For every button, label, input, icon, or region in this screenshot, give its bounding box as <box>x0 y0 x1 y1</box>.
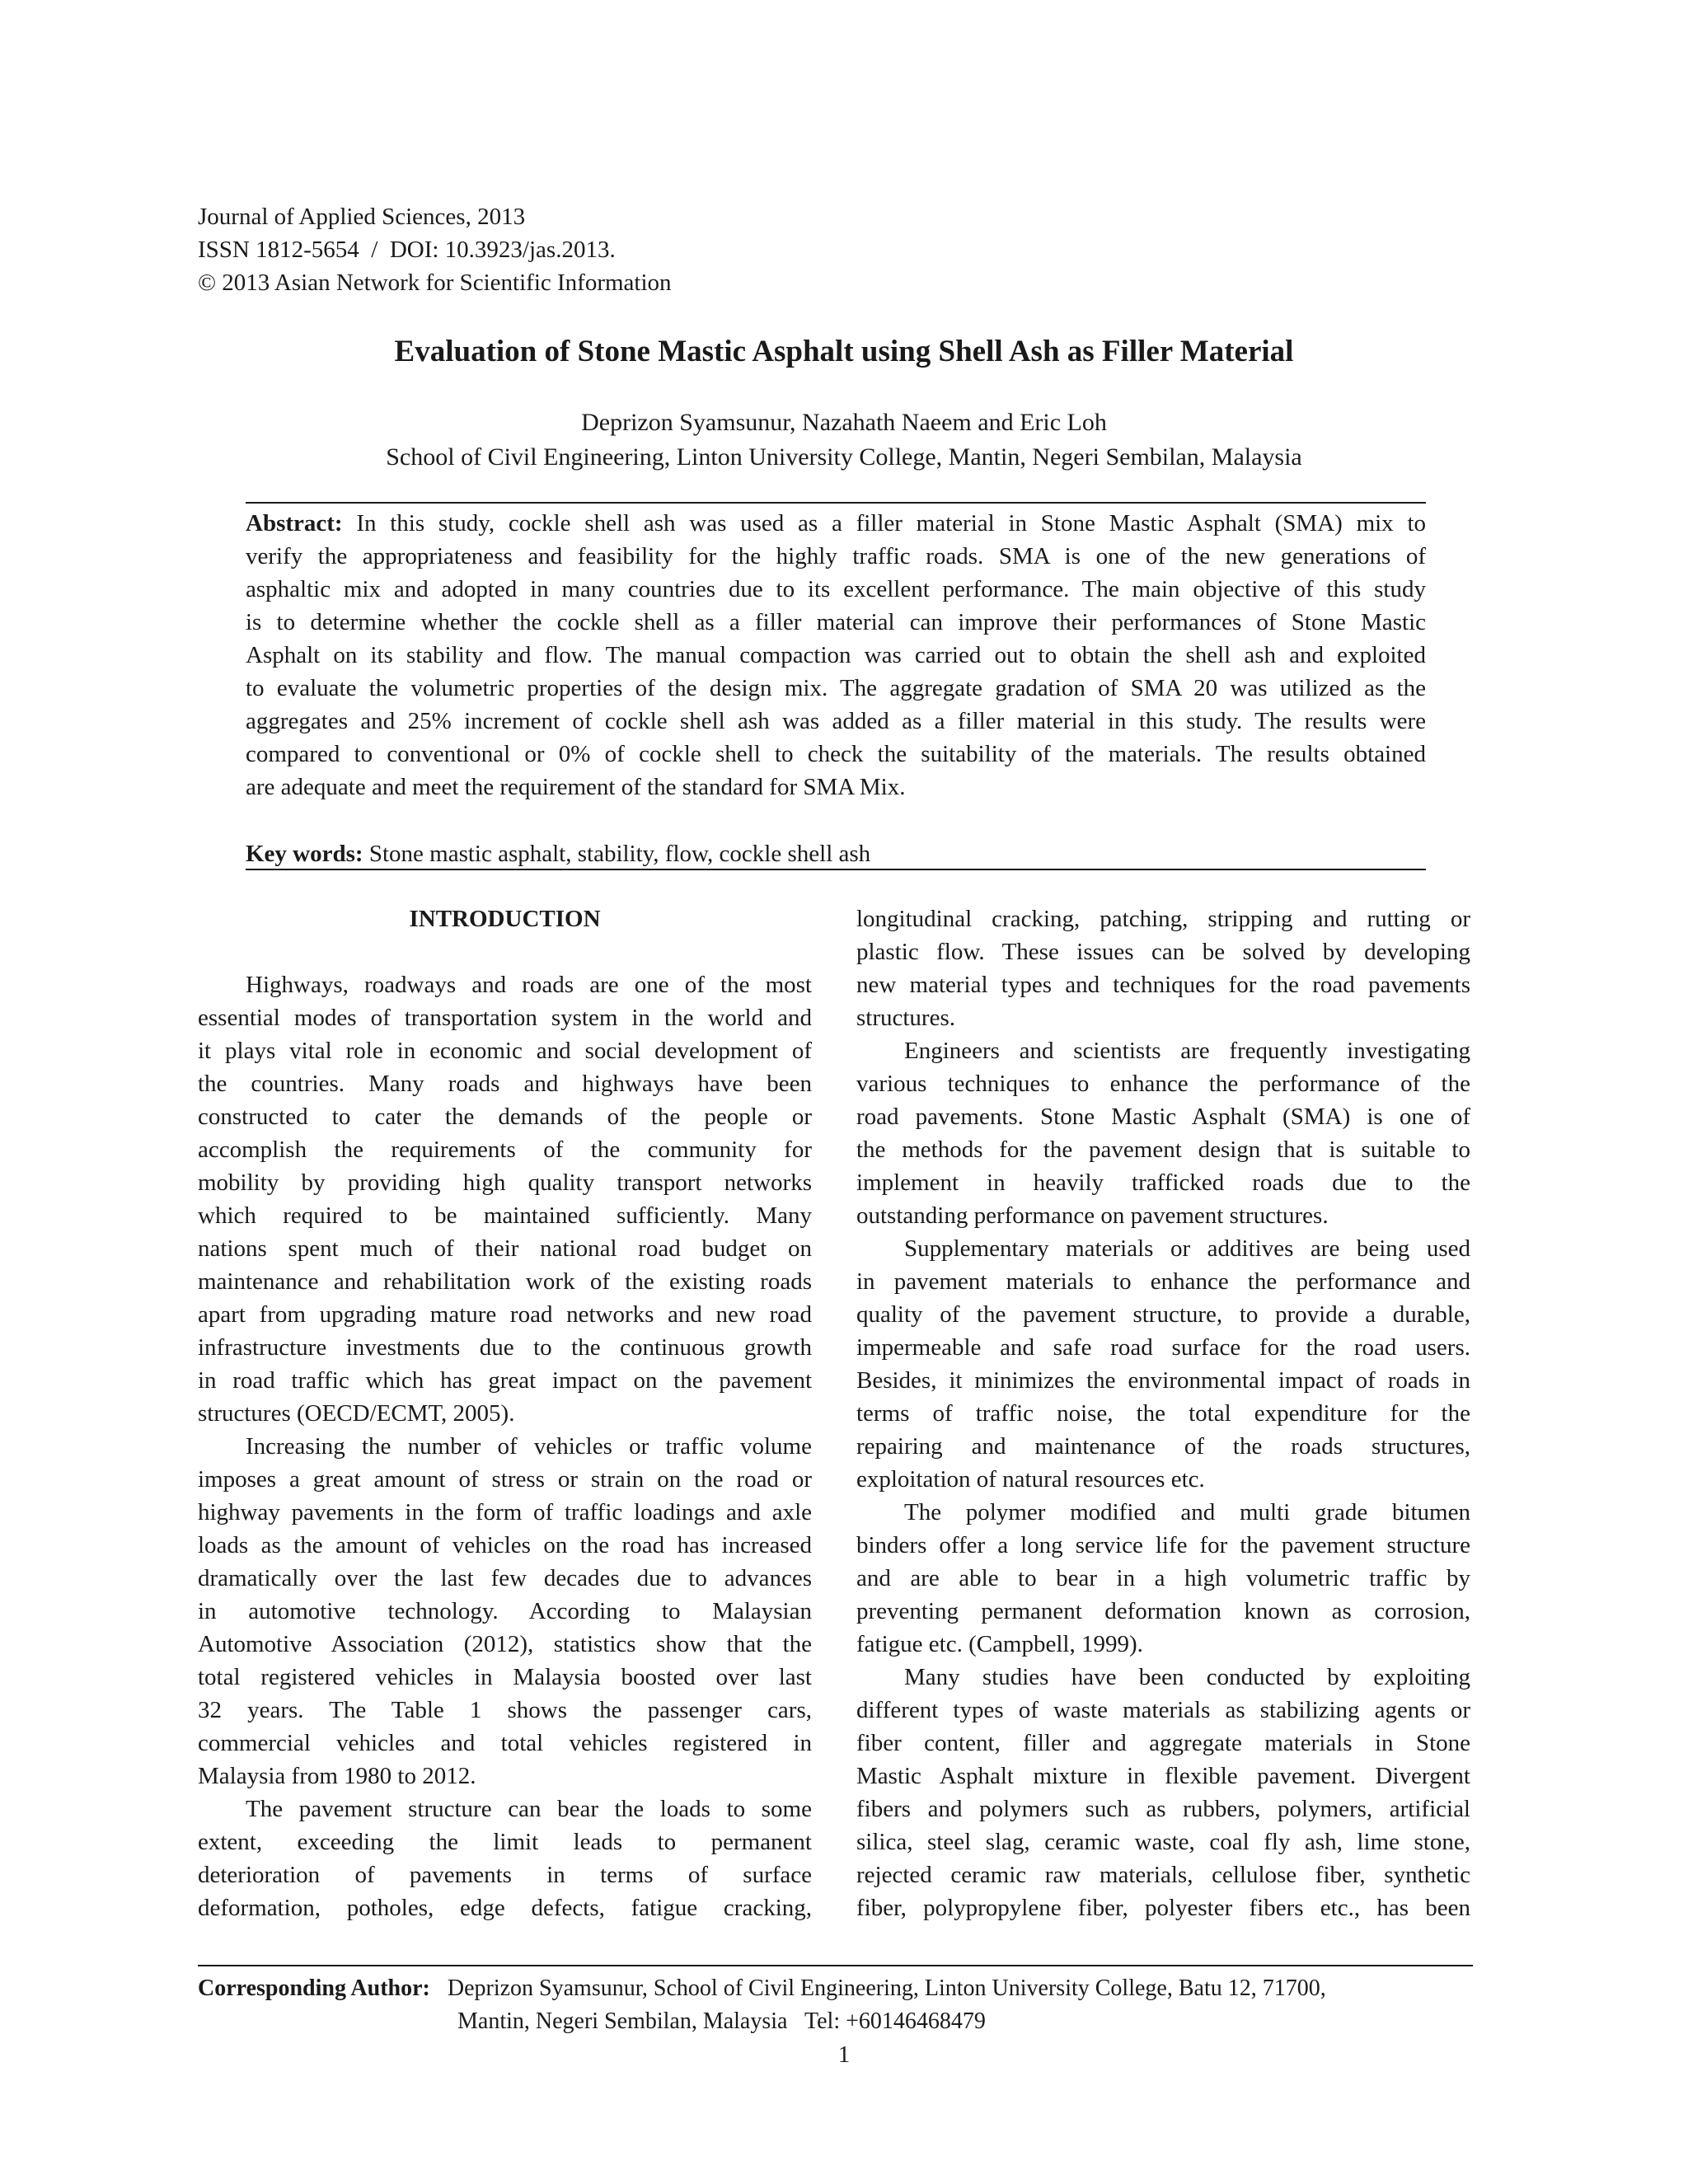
author-names: Deprizon Syamsunur, Nazahath Naeem and Eric Loh <box>581 409 1107 436</box>
text-line: binders offer a long service life for the pavement structure <box>856 1532 1470 1558</box>
keywords-text: Stone mastic asphalt, stability, flow, cockle shell ash <box>368 841 871 867</box>
text-line: total registered vehicles in Malaysia boosted over last <box>198 1664 812 1690</box>
text-line: Besides, it minimizes the environmental impact of roads in <box>856 1367 1470 1394</box>
author-block <box>0 405 1688 475</box>
corresponding-author <box>198 1972 1326 2005</box>
text-line: in automotive technology. According to Malaysian <box>198 1598 812 1624</box>
text-line: it plays vital role in economic and social development of <box>198 1038 812 1064</box>
text-line: exploitation of natural resources etc. <box>856 1466 1205 1493</box>
keywords <box>246 837 870 870</box>
text-line: longitudinal cracking, patching, stripping and rutting or <box>856 906 1470 932</box>
text-line: rejected ceramic raw materials, cellulose fiber, synthetic <box>856 1862 1470 1888</box>
text-line: new material types and techniques for the road pavements <box>856 972 1470 998</box>
right-column-body <box>856 902 1470 1924</box>
abstract-line: verify the appropriateness and feasibility for the highly traffic roads. SMA is one of the new generations of <box>246 543 1426 569</box>
text-line: Malaysia from 1980 to 2012. <box>198 1763 476 1789</box>
text-line: nations spent much of their national road budget on <box>198 1235 812 1262</box>
text-line: loads as the amount of vehicles on the road has increased <box>198 1532 812 1558</box>
text-line: in road traffic which has great impact on the pavement <box>198 1367 812 1394</box>
abstract-line: aggregates and 25% increment of cockle shell ash was added as a filler material in this study. The results were <box>246 708 1426 734</box>
text-line: implement in heavily trafficked roads due to the <box>856 1169 1470 1196</box>
abstract-text: In this study, cockle shell ash was used as a filler material in Stone Mastic Asphalt (SMA) mix to <box>342 510 1426 537</box>
text-line: structures. <box>856 1005 955 1031</box>
text-line: repairing and maintenance of the roads structures, <box>856 1433 1470 1460</box>
abstract-top-rule <box>246 502 1426 504</box>
text-line: 32 years. The Table 1 shows the passenger cars, <box>198 1697 812 1723</box>
text-line: Mastic Asphalt mixture in flexible pavement. Divergent <box>856 1763 1470 1789</box>
text-line: deformation, potholes, edge defects, fatigue cracking, <box>198 1895 812 1921</box>
text-line: the countries. Many roads and highways have been <box>198 1071 812 1097</box>
text-line: impermeable and safe road surface for the road users. <box>856 1334 1470 1361</box>
section-heading-introduction: INTRODUCTION <box>409 906 601 932</box>
affiliation: School of Civil Engineering, Linton University College, Mantin, Negeri Sembilan, Malaysia <box>386 443 1302 471</box>
text-line: apart from upgrading mature road networks and new road <box>198 1301 812 1328</box>
paper-title: Evaluation of Stone Mastic Asphalt using Shell Ash as Filler Material <box>394 335 1294 368</box>
abstract-line: are adequate and meet the requirement of the standard for SMA Mix. <box>246 774 906 800</box>
abstract-line <box>246 507 1426 540</box>
page-number: 1 <box>837 2041 851 2068</box>
text-line: essential modes of transportation system in the world and <box>198 1005 812 1031</box>
text-line: dramatically over the last few decades due to advances <box>198 1565 812 1591</box>
text-line: Highways, roadways and roads are one of the most <box>246 972 812 998</box>
copyright: © 2013 Asian Network for Scientific Information <box>198 269 672 296</box>
text-line: Supplementary materials or additives are being used <box>904 1235 1470 1262</box>
text-line: The pavement structure can bear the loads to some <box>246 1796 812 1822</box>
text-line: The polymer modified and multi grade bitumen <box>904 1499 1470 1526</box>
text-line: extent, exceeding the limit leads to permanent <box>198 1829 812 1855</box>
text-line: Engineers and scientists are frequently investigating <box>904 1038 1470 1064</box>
corresponding-author-line1: Deprizon Syamsunur, School of Civil Engineering, Linton University College, Batu 12, 71700, <box>447 1975 1326 2001</box>
text-line: structures (OECD/ECMT, 2005). <box>198 1400 515 1427</box>
abstract-line: asphaltic mix and adopted in many countries due to its excellent performance. The main objective of this study <box>246 576 1426 602</box>
text-line: Increasing the number of vehicles or traffic volume <box>246 1433 812 1460</box>
text-line: silica, steel slag, ceramic waste, coal fly ash, lime stone, <box>856 1829 1470 1855</box>
right-column <box>856 902 1470 1924</box>
text-line: quality of the pavement structure, to provide a durable, <box>856 1301 1470 1328</box>
text-line: highway pavements in the form of traffic loadings and axle <box>198 1499 812 1526</box>
text-line: constructed to cater the demands of the people or <box>198 1104 812 1130</box>
left-column-body <box>198 935 812 1924</box>
abstract-label: Abstract: <box>246 510 343 537</box>
abstract-line: to evaluate the volumetric properties of the design mix. The aggregate gradation of SMA 20 was utilized as the <box>246 675 1426 701</box>
text-line: the methods for the pavement design that is suitable to <box>856 1137 1470 1163</box>
text-line: deterioration of pavements in terms of surface <box>198 1862 812 1888</box>
text-line: fatigue etc. (Campbell, 1999). <box>856 1631 1143 1657</box>
text-line: different types of waste materials as stabilizing agents or <box>856 1697 1470 1723</box>
abstract-body <box>246 507 1426 804</box>
text-line: terms of traffic noise, the total expenditure for the <box>856 1400 1470 1427</box>
text-line: fibers and polymers such as rubbers, polymers, artificial <box>856 1796 1470 1822</box>
text-line: infrastructure investments due to the continuous growth <box>198 1334 812 1361</box>
corresponding-author-label: Corresponding Author: <box>198 1975 430 2001</box>
publication-info <box>198 200 672 299</box>
abstract <box>246 507 1426 804</box>
abstract-line: compared to conventional or 0% of cockle shell to check the suitability of the materials. The results obtained <box>246 741 1426 767</box>
text-line: outstanding performance on pavement structures. <box>856 1202 1329 1229</box>
text-line: mobility by providing high quality transport networks <box>198 1169 812 1196</box>
keywords-label: Key words: <box>246 841 363 867</box>
text-line: road pavements. Stone Mastic Asphalt (SMA) is one of <box>856 1104 1470 1130</box>
corresponding-author-line2: Mantin, Negeri Sembilan, Malaysia Tel: +60146468479 <box>457 2008 986 2034</box>
text-line <box>198 935 812 968</box>
text-line: accomplish the requirements of the community for <box>198 1137 812 1163</box>
text-line: plastic flow. These issues can be solved by developing <box>856 939 1470 965</box>
footnote-rule <box>198 1965 1473 1966</box>
text-line: maintenance and rehabilitation work of the existing roads <box>198 1268 812 1295</box>
text-line: imposes a great amount of stress or strain on the road or <box>198 1466 812 1493</box>
text-line: Many studies have been conducted by exploiting <box>904 1664 1470 1690</box>
text-line: preventing permanent deformation known as corrosion, <box>856 1598 1470 1624</box>
issn-doi: ISSN 1812-5654 / DOI: 10.3923/jas.2013. <box>198 237 616 263</box>
text-line: which required to be maintained sufficiently. Many <box>198 1202 812 1229</box>
left-column <box>198 902 812 1924</box>
keywords-bottom-rule <box>246 869 1426 870</box>
journal-name: Journal of Applied Sciences, 2013 <box>198 204 526 230</box>
abstract-line: is to determine whether the cockle shell as a filler material can improve their performances of Stone Mastic <box>246 609 1426 635</box>
text-line: and are able to bear in a high volumetric traffic by <box>856 1565 1470 1591</box>
text-line: Automotive Association (2012), statistics show that the <box>198 1631 812 1657</box>
abstract-line: Asphalt on its stability and flow. The manual compaction was carried out to obtain the shell ash and exploited <box>246 642 1426 668</box>
text-line: various techniques to enhance the performance of the <box>856 1071 1470 1097</box>
text-line: fiber, polypropylene fiber, polyester fibers etc., has been <box>856 1895 1470 1921</box>
text-line: fiber content, filler and aggregate materials in Stone <box>856 1730 1470 1756</box>
text-line: commercial vehicles and total vehicles registered in <box>198 1730 812 1756</box>
text-line: in pavement materials to enhance the performance and <box>856 1268 1470 1295</box>
